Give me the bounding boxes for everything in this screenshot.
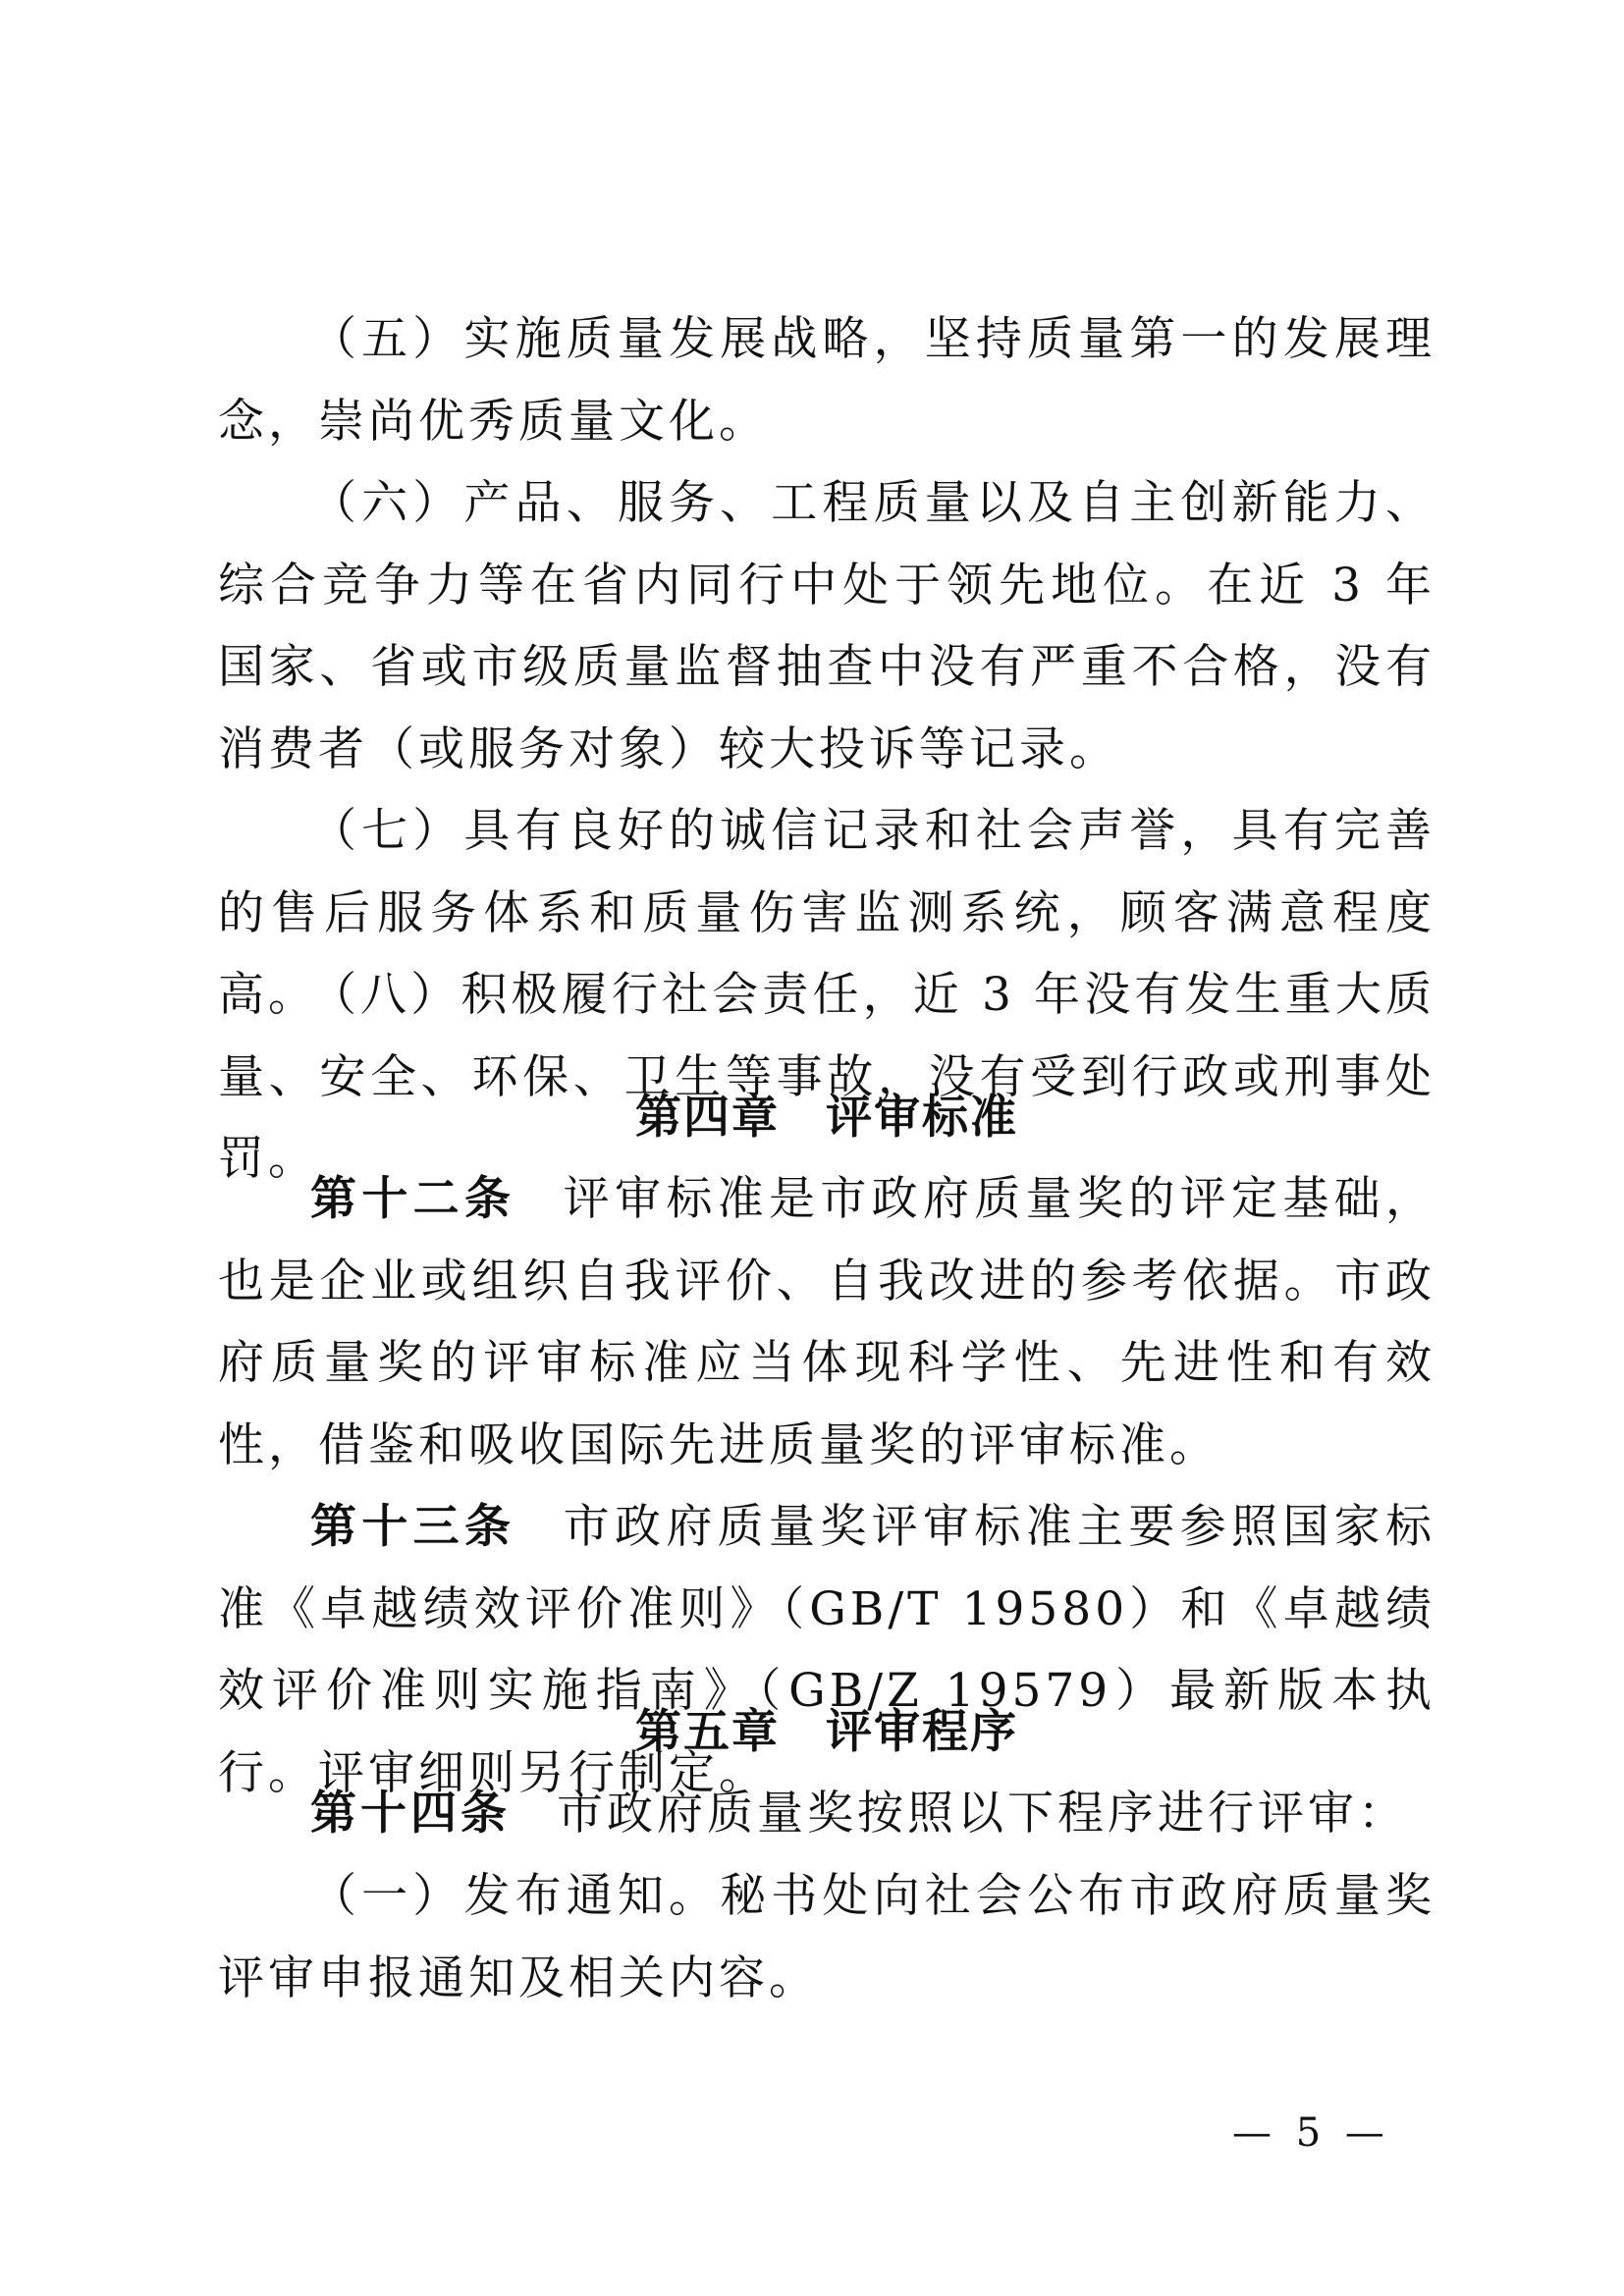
article-text: 评审标准是市政府质量奖的评定基础，也是企业或组织自我评价、自我改进的参考依据。市政府质量奖的评审标准应当体现科学性、先进性和有效性，借鉴和吸收国际先进质量奖的评审标准。 (218, 1172, 1436, 1472)
clause-5: （五）实施质量发展战略，坚持质量第一的发展理念，崇尚优秀质量文化。 (218, 312, 1435, 449)
procedure-1: （一）发布通知。秘书处向社会公布市政府质量奖评审申报通知及相关内容。 (218, 1869, 1435, 2005)
chapter-number: 第五章 (635, 1705, 780, 1759)
article-14 (218, 1773, 1435, 1855)
clause-7: （七）具有良好的诚信记录和社会声誉，具有完善的售后服务体系和质量伤害监测系统，顾客满意程度高。 (218, 804, 1435, 1022)
article-text: 市政府质量奖评审标准主要参照国家标准《卓越绩效评价准则》（GB/T 19580）和《卓越绩效评价准则实施指南》（GB/Z 19579）最新版本执行。评审细则另行制定。 (218, 1500, 1436, 1800)
clause-8: （八）积极履行社会责任，近 3 年没有发生重大质量、安全、环保、卫生等事故，没有受到行政或刑事处罚。 (218, 968, 1435, 1186)
chapter-number: 第四章 (635, 1091, 780, 1145)
article-label: 第十四条 (310, 1787, 511, 1841)
article-text: 市政府质量奖按照以下程序进行评审： (557, 1787, 1408, 1841)
article-12 (218, 1158, 1435, 1486)
article-label: 第十二条 (310, 1172, 516, 1226)
chapter-title: 评审标准 (826, 1091, 1018, 1145)
article-label: 第十三条 (310, 1500, 516, 1554)
chapter-5-heading (218, 1691, 1435, 1774)
chapter-4-heading (218, 1077, 1435, 1159)
clause-6: （六）产品、服务、工程质量以及自主创新能力、综合竞争力等在省内同行中处于领先地位。在近 3 年国家、省或市级质量监督抽查中没有严重不合格，没有消费者（或服务对象）较大投诉等记录。 (218, 476, 1435, 776)
page-number: — 5 — (1232, 2110, 1390, 2156)
chapter-title: 评审程序 (826, 1705, 1018, 1759)
